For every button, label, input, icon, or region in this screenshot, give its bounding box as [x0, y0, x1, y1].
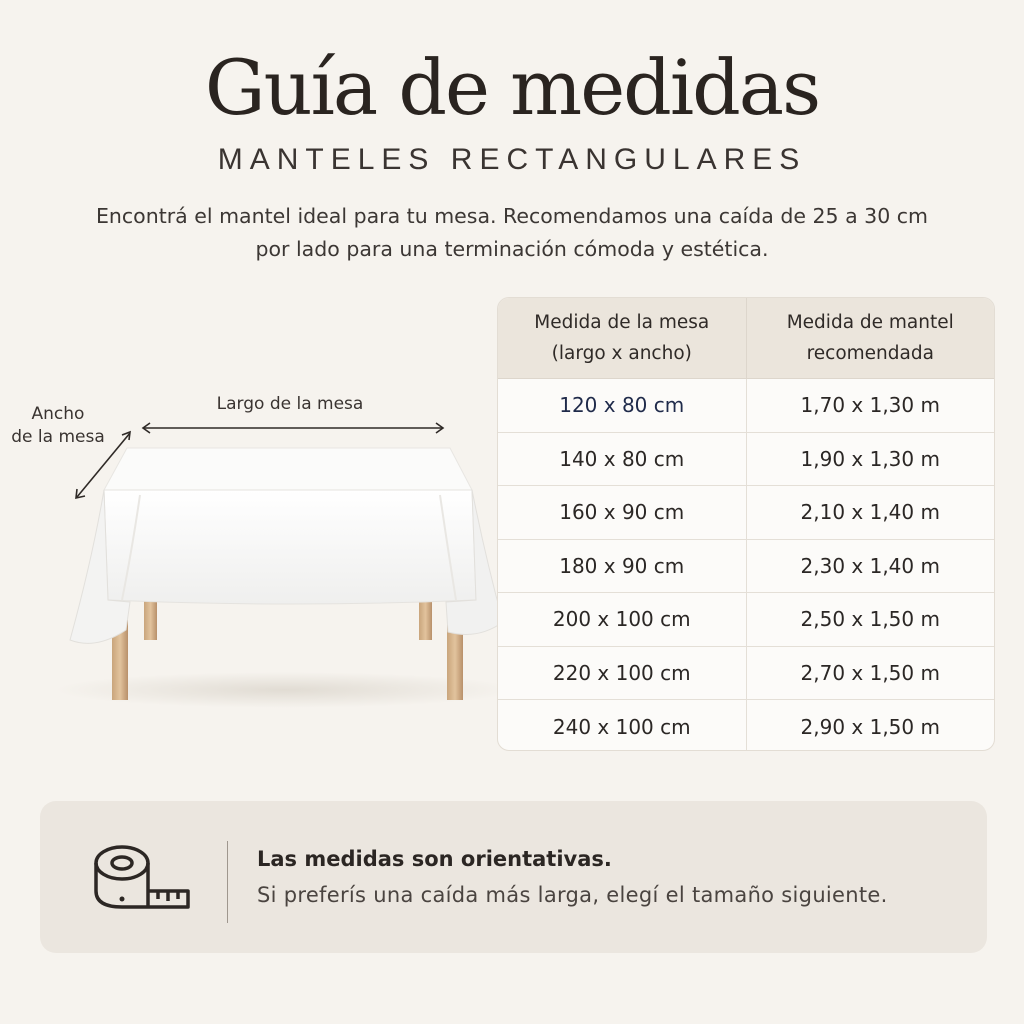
column-header-cloth-size-line-1: Medida de mantel: [786, 312, 954, 333]
cloth-size-cell: 1,90 x 1,30 m: [746, 433, 995, 486]
measuring-tape-icon: [92, 841, 192, 921]
table-leg-back-right: [419, 598, 432, 640]
table-width-label-line-1: Ancho: [31, 404, 85, 424]
cloth-size-cell: 2,50 x 1,50 m: [746, 593, 995, 646]
table-row: [498, 540, 994, 594]
note-title: Las medidas son orientativas.: [257, 847, 612, 871]
cloth-size-cell: 1,70 x 1,30 m: [746, 379, 995, 432]
table-row: [498, 433, 994, 487]
size-table-header: [498, 298, 994, 379]
column-header-cloth-size: [746, 298, 995, 378]
table-size-cell: 160 x 90 cm: [559, 500, 685, 525]
table-width-label-line-2: de la mesa: [11, 427, 105, 447]
table-row: [498, 647, 994, 701]
intro-text: [62, 200, 962, 266]
column-header-table-size: [498, 298, 746, 378]
column-header-table-size-line-1: Medida de la mesa: [534, 312, 710, 333]
table-size-cell: 220 x 100 cm: [552, 660, 691, 685]
table-size-cell: 200 x 100 cm: [552, 607, 691, 632]
cloth-size-cell: 2,70 x 1,50 m: [746, 647, 995, 700]
intro-line-2: por lado para una terminación cómoda y estética.: [255, 237, 769, 261]
intro-line-1: Encontrá el mantel ideal para tu mesa. Recomendamos una caída de 25 a 30 cm: [95, 204, 929, 228]
cloth-size-cell: 2,10 x 1,40 m: [746, 486, 995, 539]
table-row: [498, 593, 994, 647]
table-leg-back-left: [144, 598, 157, 640]
page-subtitle: MANTELES RECTANGULARES: [217, 143, 807, 176]
cloth-size-cell: 2,90 x 1,50 m: [746, 700, 995, 751]
cloth-size-cell: 2,30 x 1,40 m: [746, 540, 995, 593]
size-table: [497, 297, 995, 751]
table-size-cell: 120 x 80 cm: [559, 393, 685, 418]
length-arrow: [143, 423, 443, 433]
note-box: [40, 801, 987, 953]
column-header-cloth-size-line-2: recomendada: [806, 343, 934, 364]
column-header-table-size-line-2: (largo x ancho): [551, 343, 692, 364]
table-size-cell: 240 x 100 cm: [552, 714, 691, 739]
table-length-label: Largo de la mesa: [216, 394, 364, 414]
table-row: [498, 700, 994, 751]
table-row: [498, 379, 994, 433]
tablecloth-front-drape: [104, 490, 476, 604]
tablecloth-top: [104, 448, 472, 490]
note-text: Si preferís una caída más larga, elegí el tamaño siguiente.: [257, 883, 888, 907]
note-divider: [227, 841, 228, 923]
tablecloth-table-illustration: [0, 380, 520, 720]
table-size-cell: 180 x 90 cm: [559, 553, 685, 578]
page-title: Guía de medidas: [204, 43, 820, 132]
table-size-cell: 140 x 80 cm: [559, 446, 685, 471]
table-row: [498, 486, 994, 540]
